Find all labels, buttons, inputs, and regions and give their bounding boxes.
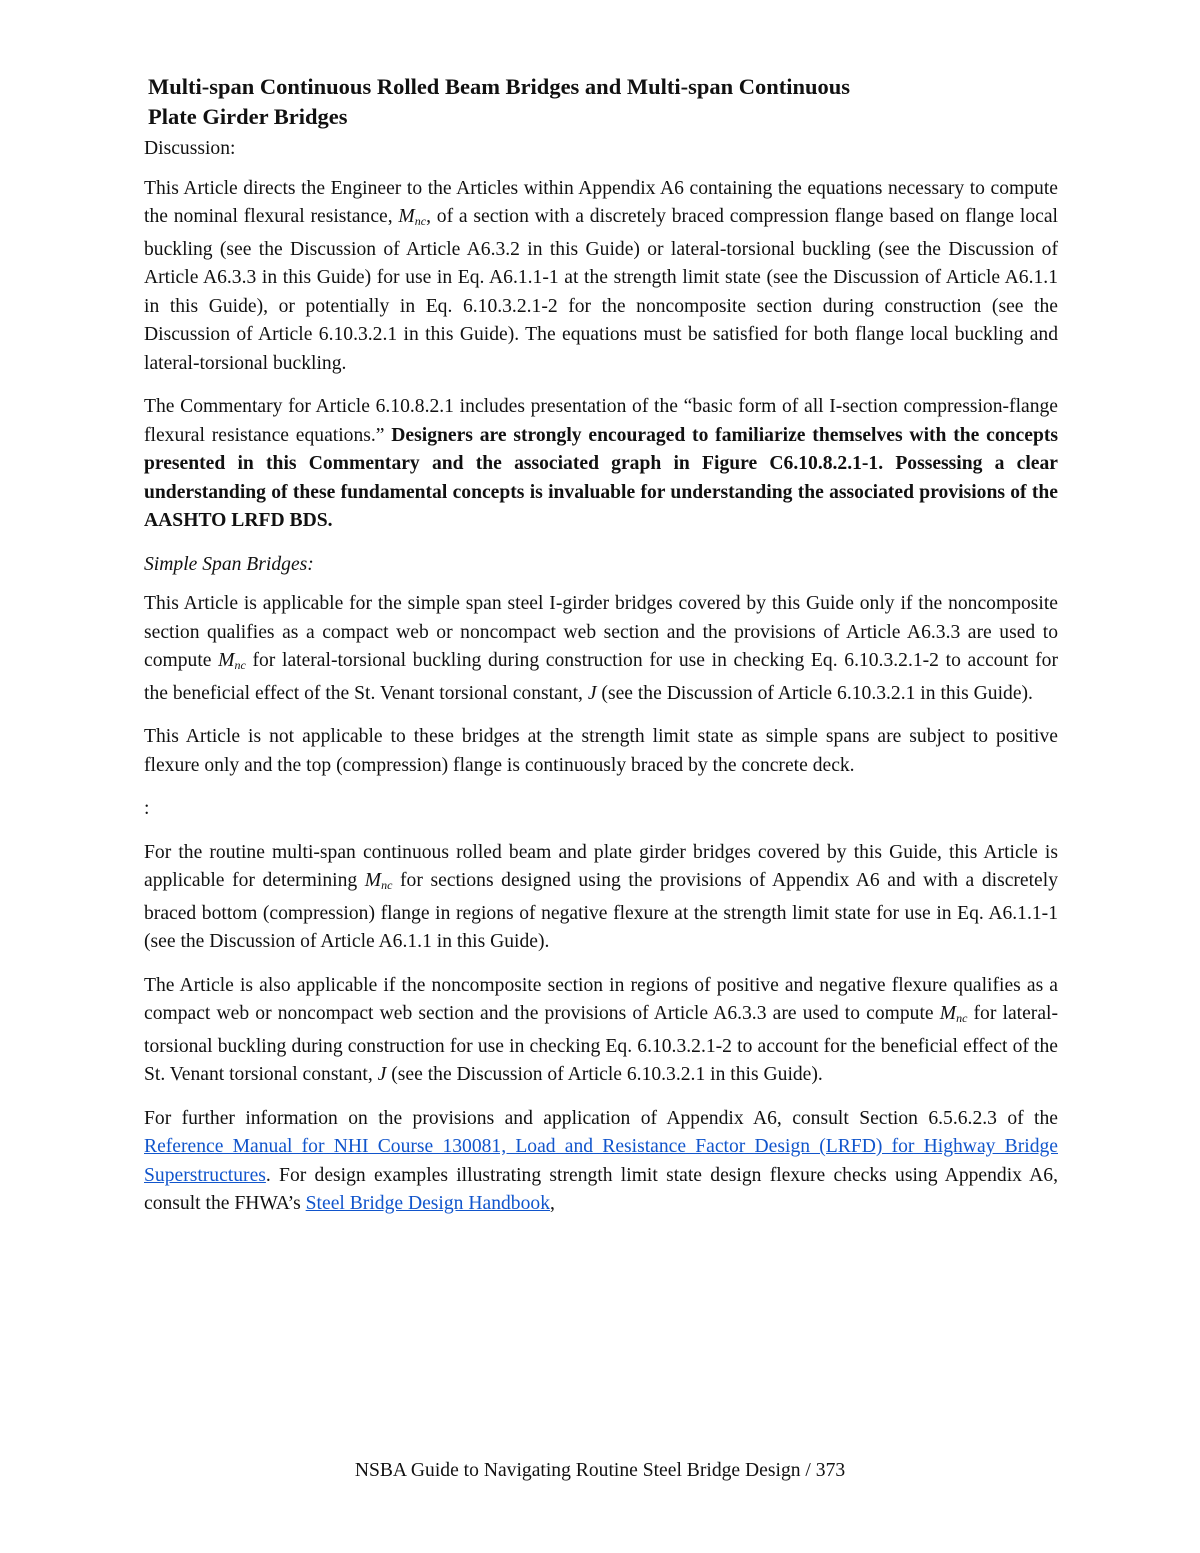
symbol-m: M	[218, 650, 235, 671]
text-run: For further information on the provisions and application of Appendix A6, consult Section 6.5.6.2.3 of the	[144, 1107, 1058, 1129]
paragraph-simple-span-applicable	[144, 590, 1058, 708]
text-run: This Article directs the Engineer to the Articles within Appendix A6 containing the equations necessary to compute the nominal flexural resistance,	[144, 177, 1058, 227]
symbol-j: J	[377, 1064, 387, 1085]
text-run: For the routine multi-span continuous rolled beam and plate girder bridges covered by this Guide, this Article is applicable for determining	[144, 841, 1058, 891]
colon-line: :	[144, 798, 150, 819]
page-footer: NSBA Guide to Navigating Routine Steel Bridge Design / 373	[354, 1460, 846, 1481]
section-title-line-1: Multi-span Continuous Rolled Beam Bridges and Multi-span Continuous	[148, 74, 851, 99]
text-run: (see the Discussion of Article 6.10.3.2.1 in this Guide).	[386, 1064, 823, 1085]
text-run: The Commentary for Article 6.10.8.2.1 includes presentation of the “basic form of all I-section compression-flange flexural resistance equations.”	[144, 396, 1058, 446]
text-run: , of a section with a discretely braced compression flange based on flange local buckling (see the Discussion of Article A6.3.2 in this Guide) or lateral-torsional buckling (see the Discussion of Article A6.3.3 in this Guide) for use in Eq. A6.1.1-1 at the strength limit state (see the Discussion of Article A6.1.1 in this Guide), or potentially in Eq. 6.10.3.2.1-2 for the noncomposite section during construction (see the Discussion of Article 6.10.3.2.1 in this Guide). The equations must be satisfied for both flange local buckling and lateral-torsional buckling.	[144, 206, 1058, 374]
page-content	[144, 72, 1058, 1234]
paragraph-commentary	[144, 393, 1058, 536]
text-run: The Article is also applicable if the noncomposite section in regions of positive and negative flexure qualifies as a compact web or noncompact web section and the provisions of Article A6.3.3 are used to compute	[144, 974, 1058, 1024]
nhi-reference-manual-link[interactable]: Reference Manual for NHI Course 130081, Load and Resistance Factor Design (LRFD) for Highway Bridge Superstructures	[144, 1136, 1058, 1186]
symbol-j: J	[587, 682, 597, 704]
text-run: for sections designed using the provisions of Appendix A6 and with a discretely braced bottom (compression) flange in regions of negative flexure at the strength limit state for use in Eq. A6.1.1-1 (see the Discussion of Article A6.1.1 in this Guide).	[144, 870, 1058, 952]
text-run: This Article is applicable for the simple span steel I-girder bridges covered by this Guide only if the noncomposite section qualifies as a compact web or noncompact web section and the provisions of Article A6.3.3 are used to compute	[144, 593, 1058, 671]
discussion-label: Discussion:	[144, 138, 236, 159]
section-title	[148, 72, 1058, 132]
paragraph-also-applicable	[144, 972, 1058, 1090]
paragraph-multi-span-routine	[144, 839, 1058, 957]
text-run: . For design examples illustrating strength limit state design flexure checks using Appendix A6, consult the FHWA’s	[144, 1164, 1058, 1214]
symbol-m: M	[364, 870, 382, 891]
text-run: (see the Discussion of Article 6.10.3.2.1 in this Guide).	[596, 682, 1033, 704]
steel-bridge-design-handbook-link[interactable]: Steel Bridge Design Handbook	[305, 1193, 550, 1214]
symbol-m: M	[398, 206, 415, 227]
text-run: for lateral-torsional buckling during construction for use in checking Eq. 6.10.3.2.1-2 to account for the beneficial effect of the St. Venant torsional constant,	[144, 1003, 1058, 1085]
section-title-line-2: Plate Girder Bridges	[148, 104, 348, 129]
symbol-subscript: nc	[414, 214, 427, 228]
text-run: ,	[550, 1193, 555, 1214]
paragraph-not-applicable: This Article is not applicable to these bridges at the strength limit state as simple spans are subject to positive flexure only and the top (compression) flange is continuously braced by the concrete deck.	[144, 726, 1058, 776]
symbol-subscript: nc	[956, 1011, 968, 1025]
simple-span-heading: Simple Span Bridges:	[144, 553, 314, 575]
symbol-subscript: nc	[381, 878, 393, 892]
bold-emphasis: Designers are strongly encouraged to familiarize themselves with the concepts presented in this Commentary and the associated graph in Figure C6.10.8.2.1-1. Possessing a clear understanding of these fundamental concepts is invaluable for understanding the associated provisions of the AASHTO LRFD BDS.	[144, 424, 1058, 531]
symbol-m: M	[939, 1003, 957, 1024]
text-run: for lateral-torsional buckling during construction for use in checking Eq. 6.10.3.2.1-2 to account for the beneficial effect of the St. Venant torsional constant,	[144, 650, 1058, 704]
paragraph-further-information	[144, 1105, 1058, 1219]
paragraph-article-directs	[144, 175, 1058, 379]
symbol-subscript: nc	[234, 658, 246, 672]
